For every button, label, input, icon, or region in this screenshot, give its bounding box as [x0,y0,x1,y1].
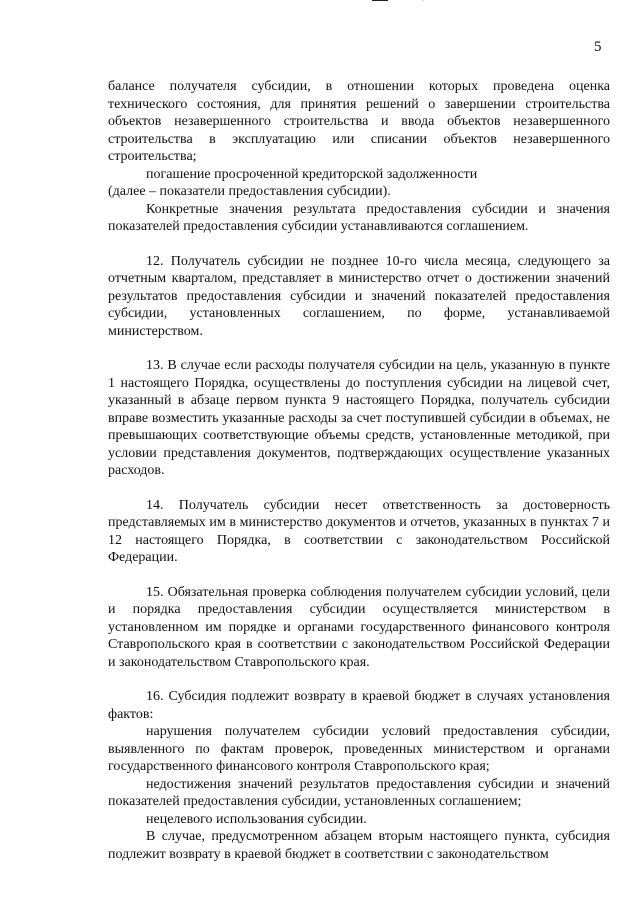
paragraph: недостижения значений результатов предоставления субсидии и значений показателей предоставления субсидии, установленных соглашением; [108,776,610,809]
paragraph-spacer [108,340,610,357]
paragraph: нецелевого использования субсидии. [146,811,367,827]
paragraph: 13. В случае если расходы получателя субсидии на цель, указанную в пункте 1 настоящего Порядка, осуществлены до поступления субсидии на лицевой счет, указанный в абзаце первом пункта 9 настоящего Порядка, получатель субсидии вправе возместить указанные расходы за счет поступившей субсидии в объемах, не превышающих соответствующие объемы средств, установленные методикой, при условии представления документов, подтверждающих осуществление указанных расходов. [108,358,610,478]
paragraph: нарушения получателем субсидии условий предоставления субсидии, выявленного по фактам проверок, проведенных министерством и органами государственного финансового контроля Ставропольского края; [108,724,610,774]
paragraph: 16. Субсидия подлежит возврату в краевой бюджет в случаях установления фактов: [108,689,610,722]
paragraph: 15. Обязательная проверка соблюдения получателем субсидии условий, цели и порядка предоставления субсидии осуществляется министерством в установленном им порядке и органами государственного финансового контроля Ставропольского края в соответствии с законодательством Российской Федерации и законодательством Ставропольского края. [108,584,610,670]
paragraph: (далее – показатели предоставления субсидии). [108,184,391,199]
paragraph-spacer [108,567,610,584]
scan-artifact-marks [300,0,440,6]
page-number: 5 [594,39,602,55]
paragraph-spacer [108,236,610,253]
paragraph-spacer [108,671,610,688]
paragraph: В случае, предусмотренном абзацем вторым настоящего пункта, субсидия подлежит возврату в краевой бюджет в соответствии с законодательством [108,829,610,862]
paragraph: погашение просроченной кредиторской задолженности [146,166,478,182]
paragraph: балансе получателя субсидии, в отношении которых проведена оценка технического состояния, для принятия решений о завершении строительства объектов незавершенного строительства и ввода объектов незавершенного строительства в эксплуатацию или списании объектов незавершенного строительства; [108,79,610,164]
paragraph-spacer [108,480,610,497]
paragraph: Конкретные значения результата предоставления субсидии и значения показателей предоставления субсидии устанавливаются соглашением. [108,201,610,234]
paragraph: 14. Получатель субсидии несет ответственность за достоверность представляемых им в министерство документов и отчетов, указанных в пунктах 7 и 12 настоящего Порядка, в соответствии с законодательством Российской Федерации. [108,497,610,565]
paragraph: 12. Получатель субсидии не позднее 10-го числа месяца, следующего за отчетным кварталом, представляет в министерство отчет о достижении значений результатов предоставления субсидии и значений показателей предоставления субсидии, установленных соглашением, по форме, устанавливаемой министерством. [108,253,610,339]
document-body [108,78,610,863]
